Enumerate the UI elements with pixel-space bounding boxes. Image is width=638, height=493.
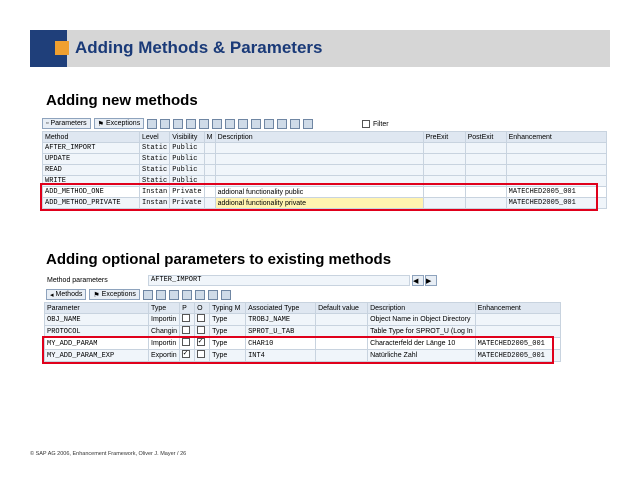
typing-cell[interactable]: Type <box>210 350 246 362</box>
triangle-left-icon: ◀ <box>413 277 419 285</box>
parameters-button[interactable]: ▫ Parameters <box>42 118 91 129</box>
parameter-cell[interactable]: OBJ_NAME <box>45 314 149 326</box>
enhancement-cell[interactable] <box>506 143 606 154</box>
pass-by-value-checkbox[interactable] <box>182 314 190 322</box>
table-row[interactable] <box>45 314 561 326</box>
param-enhancement-cell[interactable]: MATECHED2005_001 <box>475 350 560 362</box>
table-row[interactable] <box>43 154 607 165</box>
previous-method-button[interactable] <box>412 275 424 286</box>
print-icon[interactable] <box>238 119 248 129</box>
preexit-cell[interactable] <box>423 143 465 154</box>
level-cell[interactable]: Static <box>140 176 170 187</box>
description-cell[interactable]: addional functionality private <box>215 198 423 209</box>
level-cell[interactable]: Static <box>140 165 170 176</box>
cut-icon[interactable] <box>182 290 192 300</box>
level-cell[interactable]: Instan <box>140 198 170 209</box>
type-cell[interactable]: Importin <box>149 338 180 350</box>
filter-toggle[interactable]: Filter <box>362 120 389 128</box>
methods-button[interactable]: ◂ Methods <box>46 289 86 300</box>
postexit-cell[interactable] <box>465 165 506 176</box>
col-enhancement[interactable]: Enhancement <box>506 132 606 143</box>
parameter-cell[interactable]: MY_ADD_PARAM_EXP <box>45 350 149 362</box>
new-params-highlight <box>42 336 554 364</box>
level-cell[interactable]: Instan <box>140 187 170 198</box>
sort-icon[interactable] <box>277 119 287 129</box>
type-cell[interactable]: Exportin <box>149 350 180 362</box>
parameter-cell[interactable]: MY_ADD_PARAM <box>45 338 149 350</box>
associated-type-cell[interactable]: INT4 <box>246 350 316 362</box>
col-preexit[interactable]: PreExit <box>423 132 465 143</box>
next-method-button[interactable] <box>425 275 437 286</box>
o-cell[interactable] <box>195 314 210 326</box>
params-exceptions-button[interactable]: ⚑ Exceptions <box>89 289 140 300</box>
param-description-cell[interactable]: Natürliche Zahl <box>368 350 476 362</box>
level-cell[interactable]: Static <box>140 143 170 154</box>
detail-view-icon[interactable] <box>143 290 153 300</box>
delete-row-icon[interactable] <box>173 119 183 129</box>
copy-icon[interactable] <box>199 119 209 129</box>
param-description-cell[interactable]: Characterfeld der Länge 10 <box>368 338 476 350</box>
col-p[interactable]: P <box>180 303 195 314</box>
description-cell[interactable] <box>215 143 423 154</box>
type-cell[interactable]: Changin <box>149 326 180 338</box>
paste-icon[interactable] <box>208 290 218 300</box>
col-type[interactable]: Type <box>149 303 180 314</box>
associated-type-cell[interactable]: CHAR10 <box>246 338 316 350</box>
enhancement-cell[interactable]: MATECHED2005_001 <box>506 187 606 198</box>
method-cell[interactable]: ADD_METHOD_ONE <box>43 187 140 198</box>
triangle-right-icon: ▶ <box>426 277 432 285</box>
arrow-left-icon: ◂ <box>50 291 54 299</box>
description-cell[interactable]: addional functionality public <box>215 187 423 198</box>
method-cell[interactable]: ADD_METHOD_PRIVATE <box>43 198 140 209</box>
find-icon[interactable] <box>251 119 261 129</box>
exceptions-button[interactable]: ⚑ Exceptions <box>94 118 145 129</box>
description-cell[interactable] <box>215 165 423 176</box>
col-associated-type[interactable]: Associated Type <box>246 303 316 314</box>
table-row[interactable] <box>43 165 607 176</box>
cut-icon[interactable] <box>186 119 196 129</box>
postexit-cell[interactable] <box>465 154 506 165</box>
slide-title: Adding Methods & Parameters <box>75 38 323 57</box>
params-toolbar <box>46 289 231 300</box>
section2-heading: Adding optional parameters to existing methods <box>46 251 392 268</box>
typing-cell[interactable]: Type <box>210 326 246 338</box>
level-cell[interactable]: Static <box>140 154 170 165</box>
detail-view-icon[interactable] <box>147 119 157 129</box>
col-description[interactable]: Description <box>215 132 423 143</box>
col-method[interactable]: Method <box>43 132 140 143</box>
title-accent-orange <box>55 41 69 55</box>
undo-icon[interactable] <box>221 290 231 300</box>
col-level[interactable]: Level <box>140 132 170 143</box>
method-parameters-label: Method parameters <box>47 277 108 284</box>
method-parameters-field[interactable]: AFTER_IMPORT <box>148 275 410 286</box>
new-methods-highlight <box>40 183 598 211</box>
section1-heading: Adding new methods <box>46 92 198 109</box>
col-visibility[interactable]: Visibility <box>170 132 204 143</box>
undo-icon[interactable] <box>225 119 235 129</box>
methods-header-row <box>43 132 607 143</box>
col-o[interactable]: O <box>195 303 210 314</box>
visibility-cell[interactable]: Private <box>170 187 204 198</box>
col-m[interactable]: M <box>204 132 215 143</box>
postexit-cell[interactable] <box>465 143 506 154</box>
col-postexit[interactable]: PostExit <box>465 132 506 143</box>
optional-checkbox[interactable] <box>197 326 205 334</box>
slide-footer: © SAP AG 2006, Enhancement Framework, Oliver J. Mayer / 26 <box>30 451 187 457</box>
type-cell[interactable]: Importin <box>149 314 180 326</box>
filter-checkbox[interactable] <box>362 120 370 128</box>
preexit-cell[interactable] <box>423 165 465 176</box>
col-param-enhancement[interactable]: Enhancement <box>475 303 560 314</box>
enhancement-cell[interactable] <box>506 165 606 176</box>
col-param-description[interactable]: Description <box>368 303 476 314</box>
param-description-cell[interactable]: Object Name in Object Directory <box>368 314 476 326</box>
paste-icon[interactable] <box>212 119 222 129</box>
param-enhancement-cell[interactable] <box>475 314 560 326</box>
associated-type-cell[interactable]: TROBJ_NAME <box>246 314 316 326</box>
copy-icon[interactable] <box>195 290 205 300</box>
enhancement-cell[interactable] <box>506 154 606 165</box>
col-default-value[interactable]: Default value <box>316 303 368 314</box>
default-value-cell[interactable] <box>316 314 368 326</box>
associated-type-cell[interactable]: SPROT_U_TAB <box>246 326 316 338</box>
m-cell[interactable] <box>204 154 215 165</box>
method-cell[interactable]: UPDATE <box>43 154 140 165</box>
parameter-cell[interactable]: PROTOCOL <box>45 326 149 338</box>
pass-by-value-checkbox[interactable] <box>182 326 190 334</box>
find-next-icon[interactable] <box>264 119 274 129</box>
exceptions-icon: ⚑ <box>93 291 100 299</box>
methods-toolbar <box>42 118 313 129</box>
filter-icon[interactable] <box>290 119 300 129</box>
visibility-cell[interactable]: Public <box>170 143 204 154</box>
settings-icon[interactable] <box>303 119 313 129</box>
method-cell[interactable]: WRITE <box>43 176 140 187</box>
optional-checkbox[interactable] <box>197 314 205 322</box>
col-typing[interactable]: Typing M <box>210 303 246 314</box>
typing-cell[interactable]: Type <box>210 314 246 326</box>
table-row[interactable] <box>43 143 607 154</box>
enhancement-cell[interactable]: MATECHED2005_001 <box>506 198 606 209</box>
parameters-icon: ▫ <box>46 120 49 127</box>
param-enhancement-cell[interactable]: MATECHED2005_001 <box>475 338 560 350</box>
typing-cell[interactable]: Type <box>210 338 246 350</box>
insert-row-icon[interactable] <box>160 119 170 129</box>
visibility-cell[interactable]: Public <box>170 165 204 176</box>
insert-row-icon[interactable] <box>156 290 166 300</box>
m-cell[interactable] <box>204 143 215 154</box>
params-header-row <box>45 303 561 314</box>
col-parameter[interactable]: Parameter <box>45 303 149 314</box>
delete-row-icon[interactable] <box>169 290 179 300</box>
m-cell[interactable] <box>204 165 215 176</box>
exceptions-icon: ⚑ <box>97 120 104 128</box>
p-cell[interactable] <box>180 314 195 326</box>
visibility-cell[interactable]: Public <box>170 176 204 187</box>
visibility-cell[interactable]: Private <box>170 198 204 209</box>
param-description-cell[interactable]: Table Type for SPROT_U (Log In <box>368 326 476 338</box>
method-cell[interactable]: AFTER_IMPORT <box>43 143 140 154</box>
preexit-cell[interactable] <box>423 154 465 165</box>
visibility-cell[interactable]: Public <box>170 154 204 165</box>
description-cell[interactable] <box>215 154 423 165</box>
method-cell[interactable]: READ <box>43 165 140 176</box>
